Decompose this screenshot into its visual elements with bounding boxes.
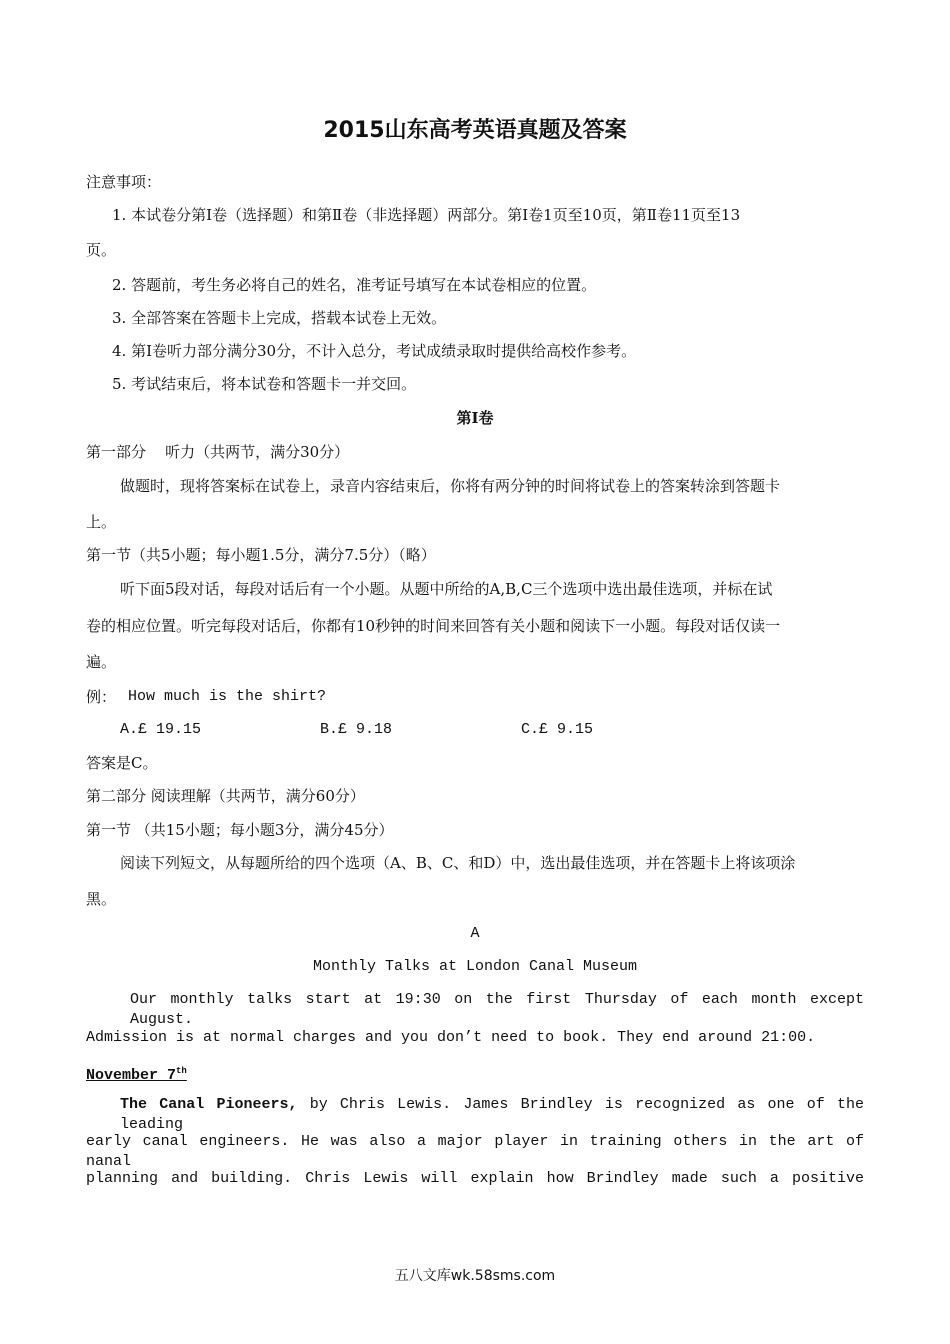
part2-directions-2: 黑。 — [86, 890, 117, 908]
part2-heading: 第二部分 阅读理解（共两节，满分60分） — [86, 787, 365, 805]
notice-item-3: 3. 全部答案在答题卡上完成，搭载本试卷上无效。 — [112, 309, 447, 327]
passage-paragraph-1: Our monthly talks start at 19:30 on the first Thursday of each month except August. — [130, 991, 864, 1028]
example-answer: 答案是C。 — [86, 754, 158, 772]
talk-description-2: early canal engineers. He was also a major player in training others in the art of nanal — [86, 1133, 864, 1170]
talk-date-text: November 7 — [86, 1067, 177, 1084]
part1-heading: 第一部分 听力（共两节，满分30分） — [86, 443, 350, 461]
talk-date-suffix: th — [176, 1066, 187, 1076]
passage-title: Monthly Talks at London Canal Museum — [312, 958, 638, 975]
volume-heading: 第Ⅰ卷 — [456, 409, 494, 427]
option-a: A.£ 19.15 — [120, 721, 202, 738]
footer-watermark: 五八文库wk.58sms.com — [394, 1268, 556, 1284]
passage-paragraph-1-cont: Admission is at normal charges and you don’t need to book. They end around 21:00. — [86, 1029, 816, 1046]
option-b: B.£ 9.18 — [320, 721, 393, 738]
notice-heading: 注意事项： — [86, 173, 162, 191]
talk-description-text: by Chris Lewis. James Brindley is recognized as one of the leading — [120, 1096, 874, 1133]
notice-item-1: 1. 本试卷分第Ⅰ卷（选择题）和第Ⅱ卷（非选择题）两部分。第Ⅰ卷1页至10页，第Ⅱ卷11页至13 — [112, 206, 741, 224]
option-c: C.£ 9.15 — [521, 721, 594, 738]
part1-directions-2: 卷的相应位置。听完每段对话后，你都有10秒钟的时间来回答有关小题和阅读下一小题。每段对话仅读一 — [86, 617, 781, 635]
notice-item-4: 4. 第Ⅰ卷听力部分满分30分，不计入总分，考试成绩录取时提供给高校作参考。 — [112, 342, 637, 360]
part1-directions-1: 听下面5段对话，每段对话后有一个小题。从题中所给的A,B,C三个选项中选出最佳选项，并标在试 — [120, 580, 773, 598]
notice-item-1-cont: 页。 — [86, 241, 117, 259]
part1-directions-3: 遍。 — [86, 653, 117, 671]
page-title: 2015山东高考英语真题及答案 — [323, 118, 627, 143]
example-question: How much is the shirt? — [128, 688, 327, 705]
talk-title: The Canal Pioneers, — [120, 1096, 298, 1113]
part2-section1-heading: 第一节 （共15小题；每小题3分，满分45分） — [86, 821, 394, 839]
notice-item-5: 5. 考试结束后，将本试卷和答题卡一并交回。 — [112, 375, 417, 393]
part1-instruction-cont: 上。 — [86, 513, 117, 531]
part1-section1-heading: 第一节（共5小题；每小题1.5分，满分7.5分）（略） — [86, 546, 436, 564]
talk-date — [86, 1061, 187, 1086]
part2-directions-1: 阅读下列短文，从每题所给的四个选项（A、B、C、和D）中，选出最佳选项，并在答题卡上将该项涂 — [120, 854, 796, 872]
talk-description-1 — [120, 1095, 874, 1135]
passage-label: A — [470, 925, 480, 942]
example-label: 例： — [86, 688, 117, 706]
part1-instruction: 做题时，现将答案标在试卷上，录音内容结束后，你将有两分钟的时间将试卷上的答案转涂到答题卡 — [120, 477, 781, 495]
talk-description-3: planning and building. Chris Lewis will explain how Brindley made such a positive — [86, 1170, 864, 1187]
notice-item-2: 2. 答题前，考生务必将自己的姓名，准考证号填写在本试卷相应的位置。 — [112, 276, 597, 294]
